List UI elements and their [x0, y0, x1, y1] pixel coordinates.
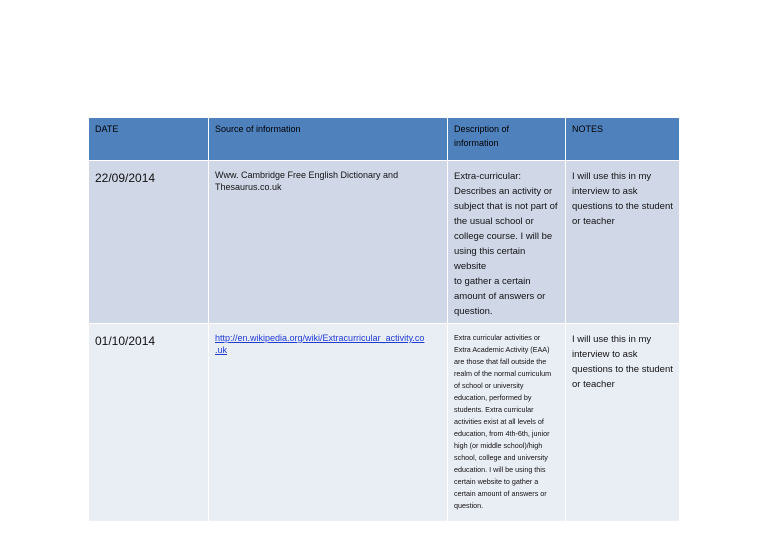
table-row [89, 324, 680, 522]
table-header-row [89, 118, 680, 161]
description-cell: Extra curricular activities or Extra Academic Activity (EAA) are those that fall outside the realm of the normal curriculum of school or university education, performed by students. Extra curricular activities exist at all levels of education, from 4th-6th, junior high (or middle school)/high school, college and university education. I will be using this certain website to gather a certain amount of answers or question. [448, 324, 566, 522]
date-cell: 01/10/2014 [89, 324, 209, 522]
description-cell: Extra-curricular: Describes an activity or subject that is not part of the usual school or college course. I will be using this certain website to gather a certain amount of answers or question. [448, 161, 566, 324]
table-row [89, 161, 680, 324]
notes-cell: I will use this in my interview to ask questions to the student or teacher [566, 324, 680, 522]
sources-table [88, 117, 680, 522]
source-cell: Www. Cambridge Free English Dictionary and Thesaurus.co.uk [209, 161, 448, 324]
header-notes: NOTES [566, 118, 680, 161]
source-link[interactable]: http://en.wikipedia.org/wiki/Extracurricular_activity.co .uk [215, 333, 425, 355]
date-cell: 22/09/2014 [89, 161, 209, 324]
notes-cell: I will use this in my interview to ask questions to the student or teacher [566, 161, 680, 324]
header-source: Source of information [209, 118, 448, 161]
header-description: Description of information [448, 118, 566, 161]
source-cell [209, 324, 448, 522]
header-date: DATE [89, 118, 209, 161]
